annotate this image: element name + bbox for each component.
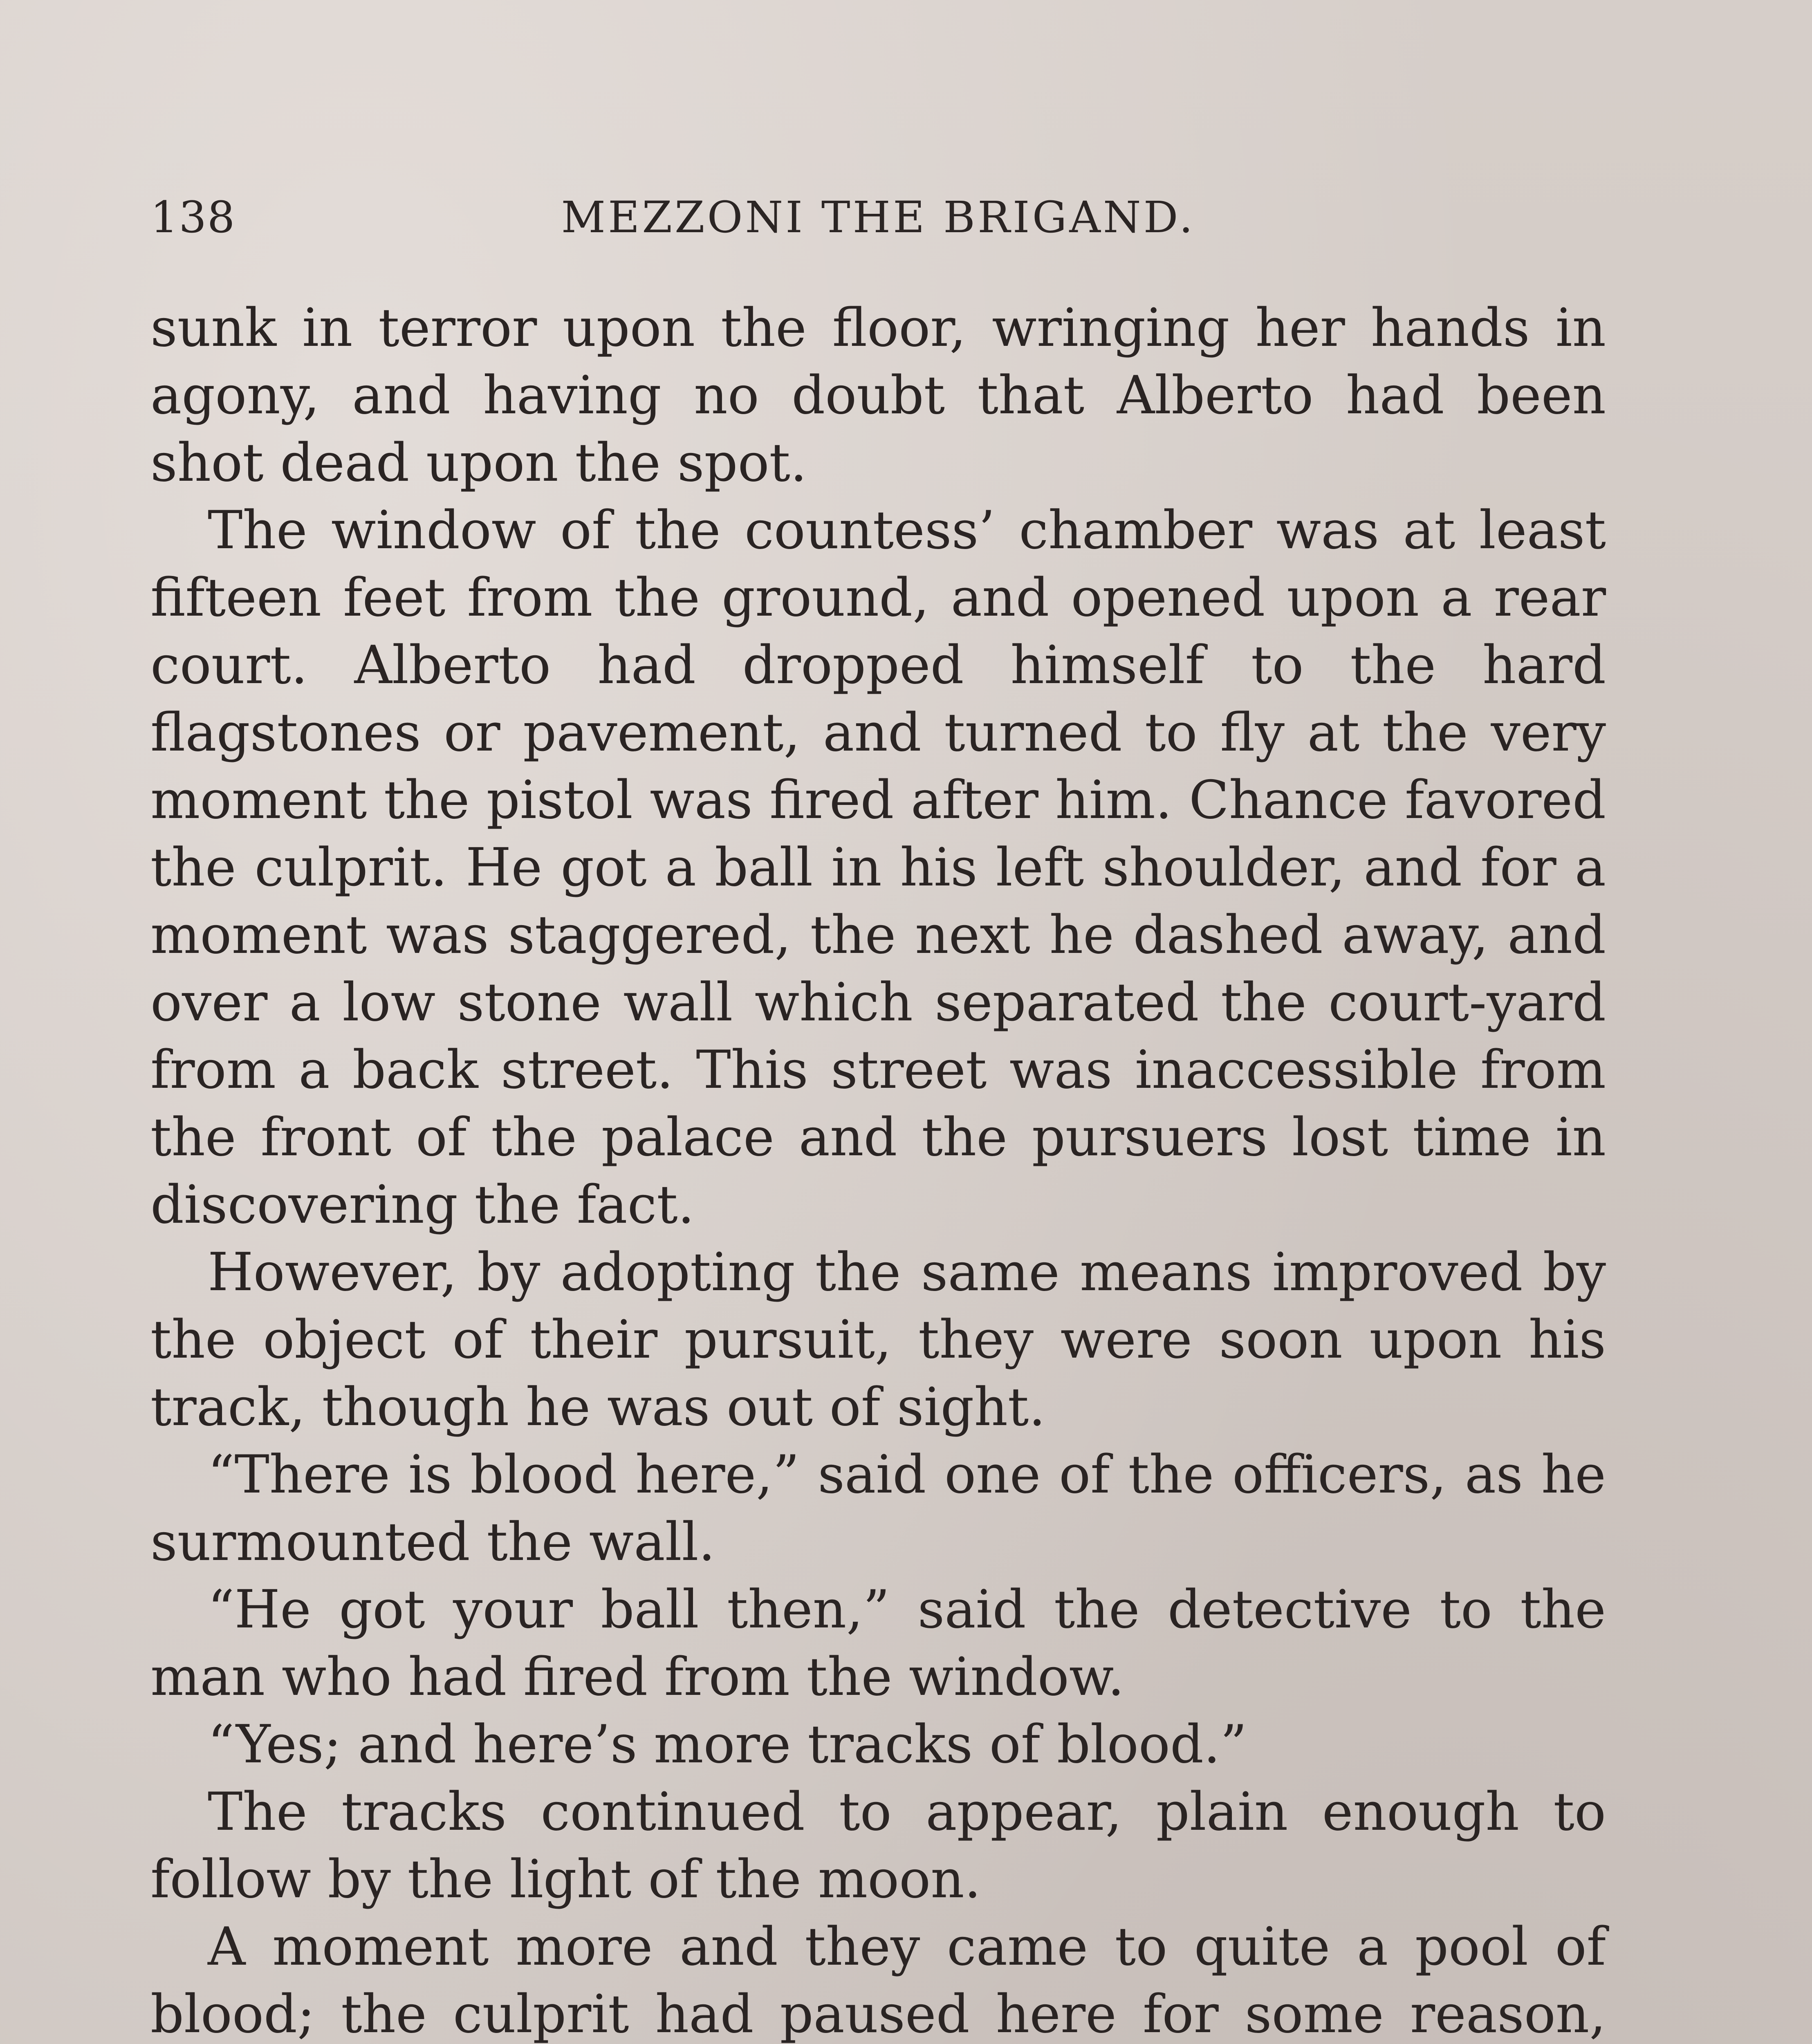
paragraph: A moment more and they came to quite a pool of blood; the culprit had paused here for some reason,	[150, 1916, 1606, 2044]
running-title: MEZZONI THE BRIGAND.	[561, 192, 1195, 242]
page-number: 138	[150, 192, 236, 242]
paragraph: However, by adopting the same means improved by the object of their pursuit, they were soon upon his track, though he was out of sight.	[150, 1242, 1606, 1438]
paragraph: sunk in terror upon the floor, wringing her hands in agony, and having no doubt that Alberto had been shot dead upon the spot.	[150, 298, 1606, 493]
body-text	[150, 294, 1606, 2044]
page-header	[150, 192, 1606, 258]
paragraph: “There is blood here,” said one of the officers, as he surmounted the wall.	[150, 1444, 1606, 1573]
paragraph: The window of the countess’ chamber was at least fifteen feet from the ground, and opened upon a rear court. Alberto had dropped himself to the hard flagstones or pavement, and turned to fly at the very moment the pistol was fired after him. Chance favored the culprit. He got a ball in his left shoulder, and for a moment was staggered, the next he dashed away, and over a low stone wall which separated the court-yard from a back street. This street was inaccessible from the front of the palace and the pursuers lost time in discovering the fact.	[150, 500, 1606, 1235]
paragraph: “Yes; and here’s more tracks of blood.”	[208, 1714, 1247, 1775]
paragraph: “He got your ball then,” said the detective to the man who had fired from the window.	[150, 1579, 1606, 1708]
paragraph: The tracks continued to appear, plain enough to follow by the light of the moon.	[150, 1782, 1606, 1910]
